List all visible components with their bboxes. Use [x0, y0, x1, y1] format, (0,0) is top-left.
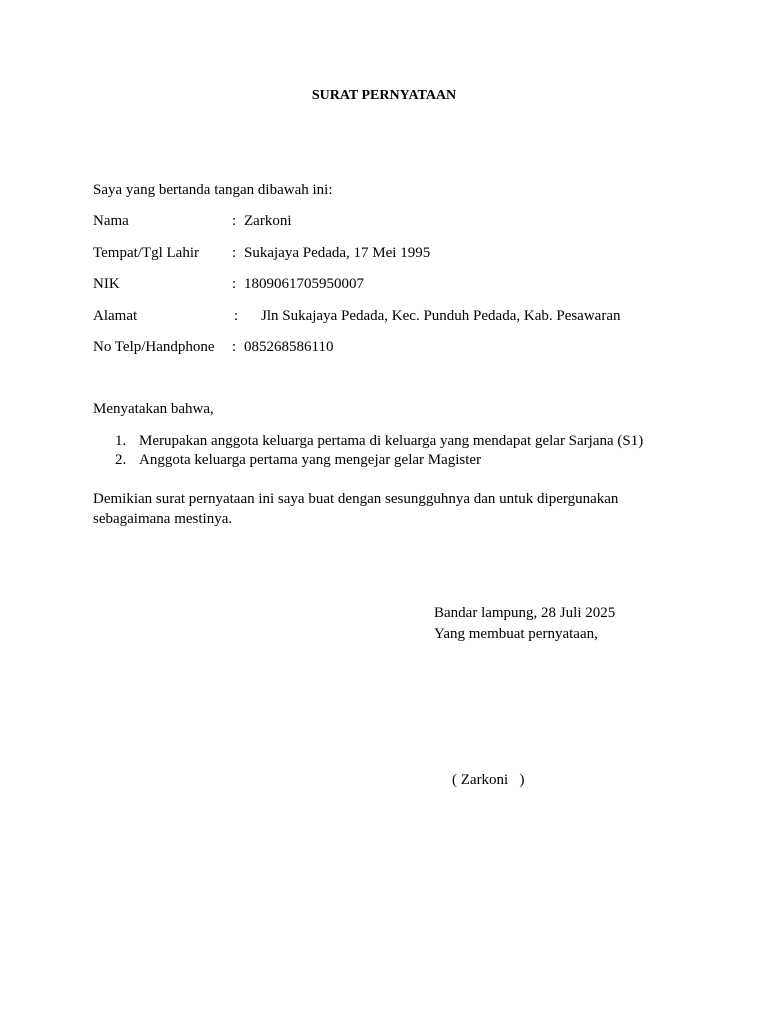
signature-name: ( Zarkoni ) — [452, 772, 525, 788]
field-value: Sukajaya Pedada, 17 Mei 1995 — [244, 245, 431, 261]
field-value: Zarkoni — [244, 213, 292, 229]
field-separator: : — [232, 276, 237, 292]
field-label: No Telp/Handphone — [93, 339, 215, 355]
list-text: Merupakan anggota keluarga pertama di keluarga yang mendapat gelar Sarjana (S1) — [139, 433, 644, 449]
field-separator: : — [232, 245, 237, 261]
signature-maker-label: Yang membuat pernyataan, — [434, 626, 598, 642]
closing-paragraph: Demikian surat pernyataan ini saya buat dengan sesungguhnya dan untuk dipergunakan sebagaimana mestinya. — [93, 491, 619, 527]
field-value: Jln Sukajaya Pedada, Kec. Punduh Pedada, Kab. Pesawaran — [261, 308, 621, 324]
field-separator: : — [232, 213, 237, 229]
field-label: Nama — [93, 213, 129, 229]
field-separator: : — [234, 308, 239, 324]
list-item — [93, 432, 693, 451]
statement-list — [93, 432, 693, 470]
document-title: SURAT PERNYATAAN — [311, 88, 457, 103]
intro-text: Saya yang bertanda tangan dibawah ini: — [93, 182, 333, 198]
field-label: NIK — [93, 276, 120, 292]
statement-intro: Menyatakan bahwa, — [93, 401, 214, 417]
field-separator: : — [232, 339, 237, 355]
list-number: 2. — [115, 452, 127, 468]
field-value: 085268586110 — [244, 339, 334, 355]
signature-place-date: Bandar lampung, 28 Juli 2025 — [434, 605, 616, 621]
list-number: 1. — [115, 433, 127, 449]
list-item — [93, 451, 693, 470]
field-value: 1809061705950007 — [244, 276, 364, 292]
list-text: Anggota keluarga pertama yang mengejar gelar Magister — [139, 452, 482, 468]
field-label: Alamat — [93, 308, 138, 324]
field-label: Tempat/Tgl Lahir — [93, 245, 199, 261]
